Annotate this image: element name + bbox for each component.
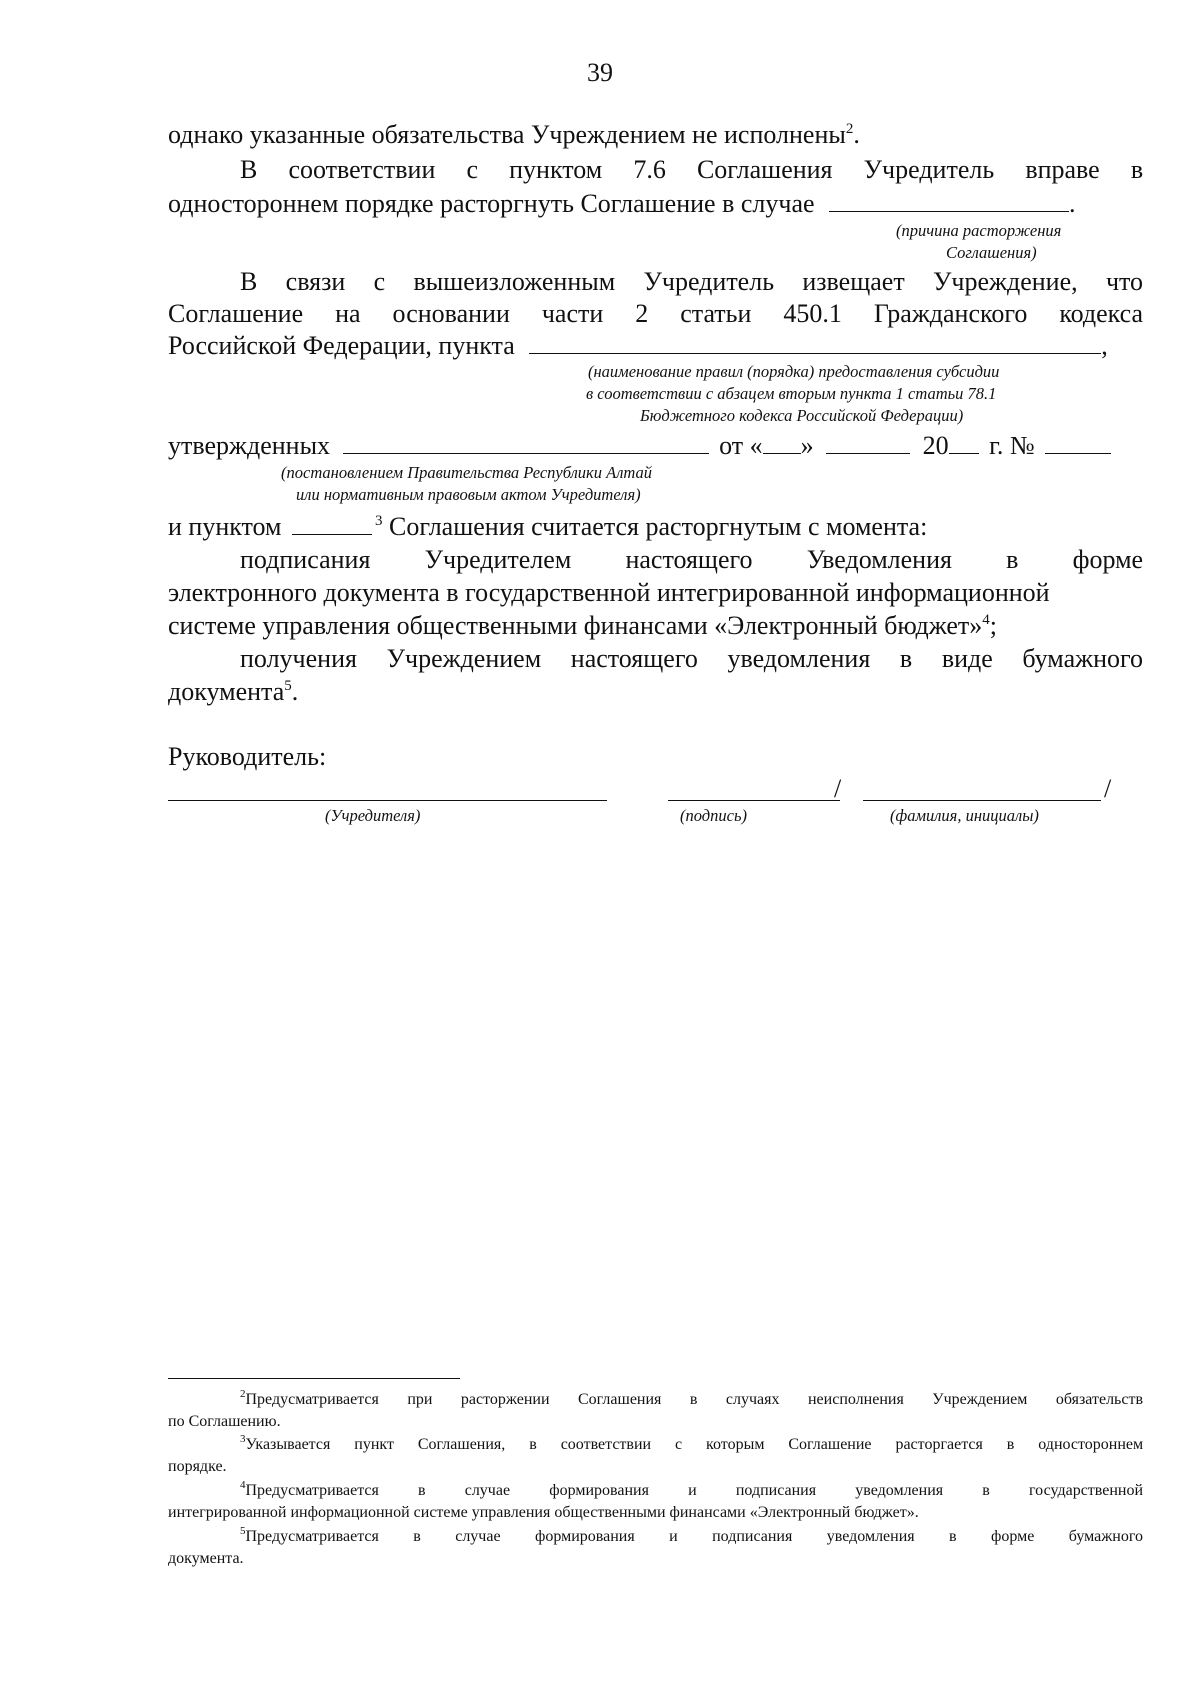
hint-reason-line2: Соглашения) — [946, 243, 1037, 262]
word: Соглашения — [578, 1391, 662, 1408]
footnote-ref-4[interactable]: 4 — [982, 612, 990, 628]
founder-signature-line[interactable] — [168, 800, 607, 801]
word: неисполнения — [807, 1391, 904, 1408]
word: Уведомления — [806, 545, 952, 574]
footnote-5-line1 — [240, 1526, 1143, 1548]
hint-approved-line2: или нормативным правовым актом Учредителя) — [296, 485, 641, 504]
word: формирования — [549, 1482, 649, 1499]
word: бумажного — [1022, 644, 1144, 673]
signature-title: Руководитель: — [168, 742, 327, 771]
word: случае — [464, 1482, 511, 1499]
word: В — [240, 155, 258, 184]
word: Учредитель — [643, 267, 775, 296]
word: которым — [706, 1436, 765, 1453]
word: в — [1006, 545, 1019, 574]
word: в — [899, 644, 913, 673]
month-field[interactable] — [826, 431, 910, 454]
footnote-3-line2: порядке. — [168, 1458, 227, 1475]
word: Учредителем — [424, 545, 572, 574]
approved-by-field[interactable] — [343, 431, 709, 454]
footnote-2-line2: по Соглашению. — [168, 1413, 281, 1430]
word: подписания — [240, 545, 371, 574]
footnote-mark: 5 — [240, 1525, 246, 1537]
word: обязательств — [1055, 1391, 1143, 1408]
paragraph-termination-line1 — [240, 155, 1143, 185]
number-label: г. № — [989, 431, 1035, 460]
word: с — [466, 155, 479, 184]
item-signing-line2 — [168, 578, 1050, 608]
name-initials-line[interactable] — [863, 800, 1101, 801]
hint-rules-line1: (наименование правил (порядка) предоставления субсидии — [588, 362, 1000, 381]
word: расторжении — [460, 1391, 550, 1408]
word: настоящего — [570, 644, 698, 673]
rules-name-field[interactable] — [529, 331, 1101, 354]
signature-slash-1: / — [834, 774, 842, 803]
day-field[interactable] — [763, 431, 801, 454]
word: Предусматривается — [245, 1528, 379, 1545]
word: в — [529, 1436, 537, 1453]
word: бумажного — [1068, 1528, 1143, 1545]
footnote-2-line1 — [240, 1389, 1143, 1411]
word: случае — [455, 1528, 501, 1545]
date-open-label: от « — [719, 431, 763, 460]
hint-approved-line1: (постановлением Правительства Республики Алтай — [281, 463, 653, 482]
word: Учреждением — [386, 644, 542, 673]
word: формирования — [534, 1528, 635, 1545]
paragraph-notice-line1 — [240, 267, 1143, 297]
word: Гражданского — [873, 299, 1028, 328]
word: уведомления — [855, 1482, 944, 1499]
word: Учредитель — [863, 155, 995, 184]
word: расторгается — [895, 1436, 983, 1453]
item-signing-line1 — [240, 545, 1143, 575]
word: в — [689, 1391, 698, 1408]
word: 2 — [635, 299, 649, 328]
footnote-4-line2: интегрированной информационной системе управления общественными финансами «Электронный бюджет». — [168, 1504, 919, 1521]
word: в — [1006, 1436, 1015, 1453]
paragraph-obligations — [168, 120, 860, 150]
footnote-separator — [168, 1378, 460, 1379]
paragraph-text: электронного документа в государственной интегрированной информационной — [168, 578, 1050, 607]
word: в — [418, 1482, 426, 1499]
word: 7.6 — [633, 155, 666, 184]
word: связи — [285, 267, 346, 296]
word: при — [407, 1391, 433, 1408]
word: основании — [392, 299, 510, 328]
page-number: 39 — [587, 58, 613, 87]
punctuation: . — [853, 120, 860, 149]
signature-slash-2: / — [1104, 774, 1112, 803]
footnote-mark: 2 — [240, 1388, 246, 1400]
footnote-mark: 3 — [240, 1433, 246, 1445]
word: Предусматривается — [245, 1391, 379, 1408]
punctuation: ; — [989, 611, 997, 640]
word: форме — [1072, 545, 1144, 574]
footnote-ref-5[interactable]: 5 — [284, 678, 292, 694]
year-prefix: 20 — [922, 431, 949, 460]
word: на — [335, 299, 361, 328]
word: кодекса — [1059, 299, 1144, 328]
paragraph-clause-line — [168, 512, 927, 542]
word: виде — [941, 644, 993, 673]
paragraph-text: системе управления общественными финансами «Электронный бюджет» — [168, 611, 983, 640]
hint-reason-line1: (причина расторжения — [896, 221, 1062, 240]
word: Учреждением — [932, 1391, 1028, 1408]
word: 450.1 — [783, 299, 842, 328]
paragraph-text: однако указанные обязательства Учреждением не исполнены — [168, 120, 846, 149]
word: случаях — [725, 1391, 780, 1408]
name-initials-label: (фамилия, инициалы) — [890, 806, 1039, 825]
hint-rules-line2: в соответствии с абзацем вторым пункта 1 статьи 78.1 — [586, 384, 997, 403]
word: с — [675, 1436, 683, 1453]
item-receiving-line2 — [168, 677, 298, 707]
hint-rules-line3: Бюджетного кодекса Российской Федерации) — [640, 406, 964, 425]
word: подписания — [712, 1528, 793, 1545]
word: в — [949, 1528, 957, 1545]
word: части — [541, 299, 604, 328]
word: соответствии — [288, 155, 436, 184]
word: уведомления — [826, 1528, 915, 1545]
paragraph-text: документа — [168, 677, 285, 706]
punctuation: . — [291, 677, 299, 706]
signature-label: (подпись) — [680, 806, 747, 825]
founder-label: (Учредителя) — [325, 806, 421, 825]
word: Соглашение — [788, 1436, 872, 1453]
word: извещает — [802, 267, 905, 296]
word: форме — [991, 1528, 1035, 1545]
word: Соглашения — [696, 155, 833, 184]
word: и — [688, 1482, 697, 1499]
punctuation: , — [1101, 331, 1108, 360]
word: Учреждение, — [933, 267, 1078, 296]
word: соответствии — [560, 1436, 652, 1453]
word: пунктом — [509, 155, 603, 184]
paragraph-text: Российской Федерации, пункта — [168, 331, 515, 360]
footnote-5-line2: документа. — [168, 1550, 244, 1567]
paragraph-text: одностороннем порядке расторгнуть Соглашение в случае — [168, 189, 815, 218]
number-field[interactable] — [1045, 431, 1111, 454]
footnote-mark: 4 — [240, 1479, 246, 1491]
item-signing-line3 — [168, 611, 997, 641]
word: государственной — [1029, 1482, 1144, 1499]
word: Соглашения, — [417, 1436, 506, 1453]
footnote-ref-3[interactable]: 3 — [375, 513, 383, 529]
paragraph-notice-line2 — [168, 299, 1143, 329]
paragraph-text: и пунктом — [168, 512, 282, 541]
item-receiving-line1 — [240, 644, 1143, 674]
year-field[interactable] — [949, 431, 979, 454]
word: Соглашение — [168, 299, 304, 328]
paragraph-termination-line2 — [168, 189, 1076, 219]
punctuation: . — [1069, 189, 1076, 218]
word: вправе — [1025, 155, 1100, 184]
approved-line — [168, 431, 1111, 461]
word: и — [669, 1528, 678, 1545]
word: в — [982, 1482, 990, 1499]
word: что — [1105, 267, 1144, 296]
paragraph-notice-line3 — [168, 331, 1108, 361]
word: Указывается — [245, 1436, 331, 1453]
date-close-quote: » — [800, 431, 814, 460]
word: одностороннем — [1038, 1436, 1144, 1453]
word: в — [1130, 155, 1144, 184]
word: В — [240, 267, 258, 296]
reason-field[interactable] — [829, 189, 1069, 212]
word: с — [373, 267, 386, 296]
word: уведомления — [727, 644, 871, 673]
word: настоящего — [625, 545, 753, 574]
word: вышеизложенным — [413, 267, 616, 296]
word: получения — [240, 644, 357, 673]
paragraph-text: Соглашения считается расторгнутым с момента: — [389, 512, 928, 541]
footnote-3-line1 — [240, 1434, 1143, 1456]
signature-line[interactable] — [668, 800, 840, 801]
clause-field[interactable] — [292, 512, 372, 535]
footnote-ref-2[interactable]: 2 — [845, 121, 854, 137]
word: пункт — [354, 1436, 394, 1453]
word: в — [413, 1528, 421, 1545]
word: подписания — [735, 1482, 817, 1499]
footnote-4-line1 — [240, 1480, 1143, 1502]
word: статьи — [680, 299, 752, 328]
word: Предусматривается — [245, 1482, 379, 1499]
approved-label: утвержденных — [168, 431, 331, 460]
